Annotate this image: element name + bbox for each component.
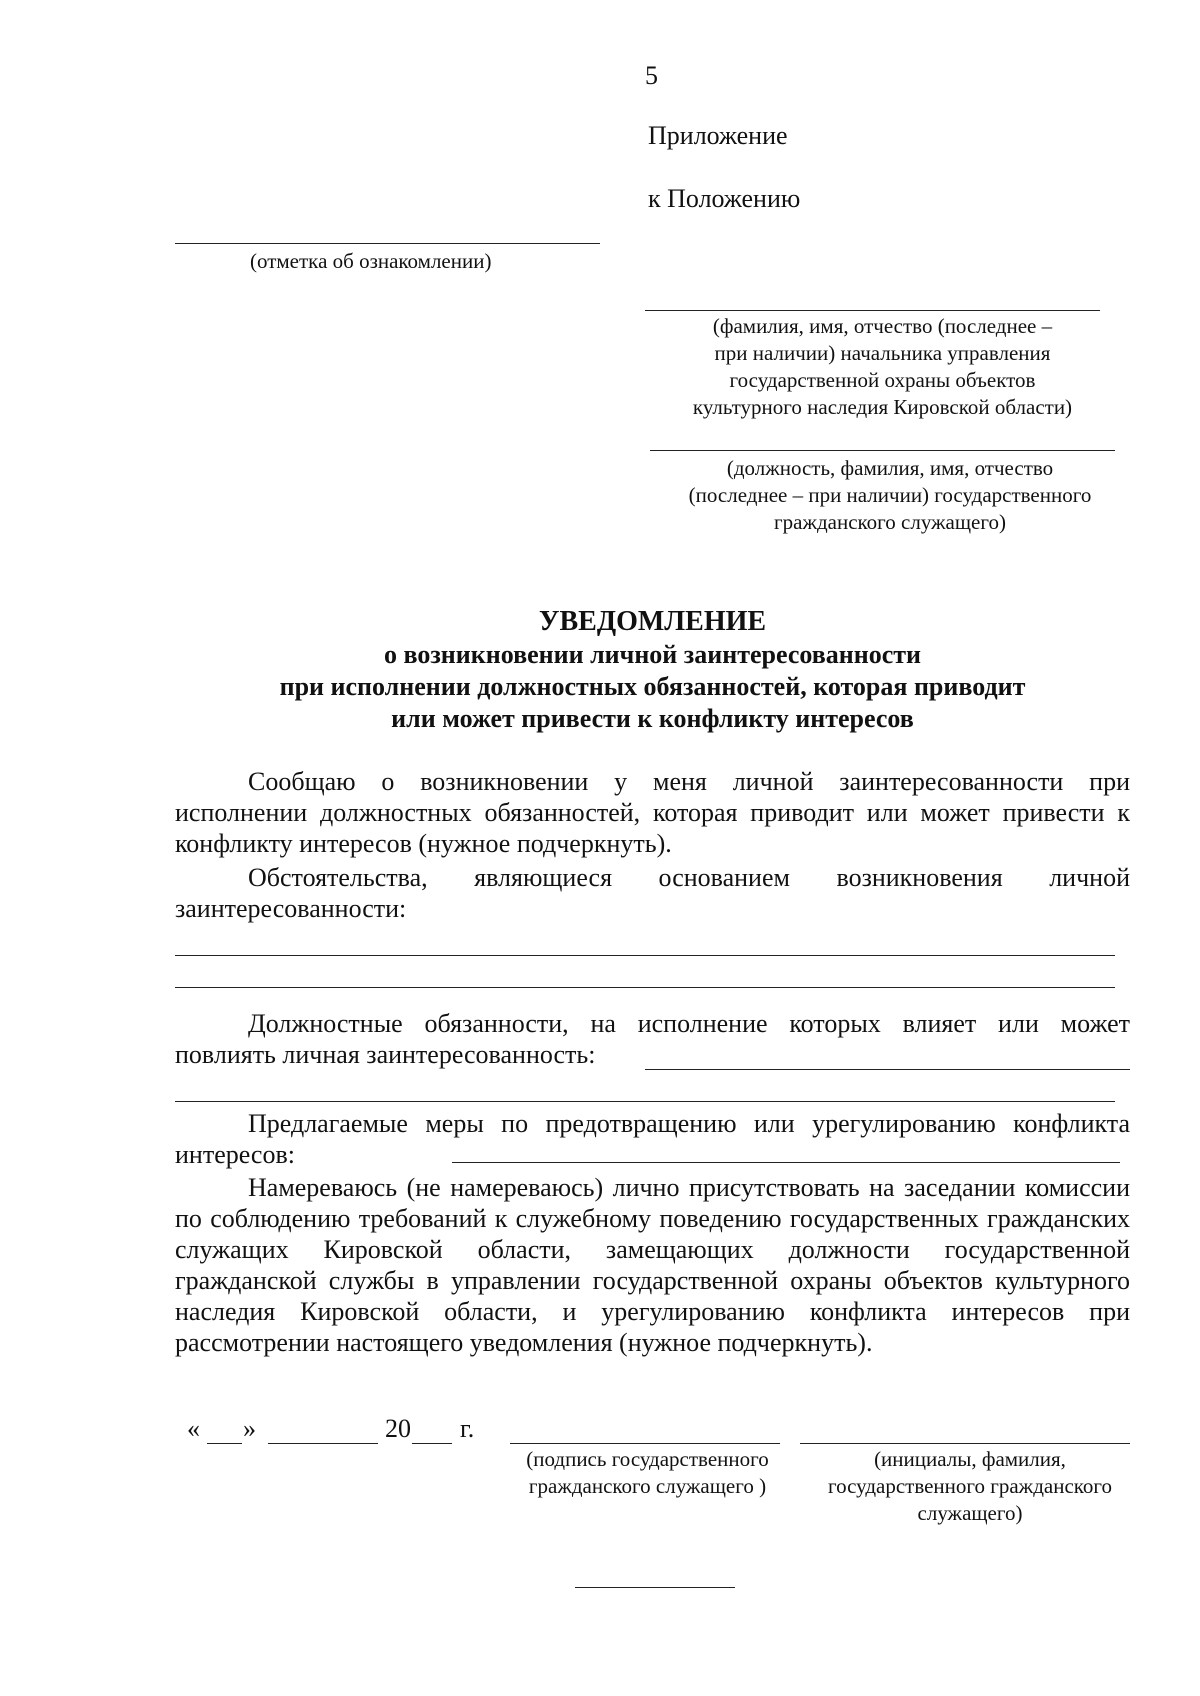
title-sub-2: при исполнении должностных обязанностей, которая приводит bbox=[279, 672, 1026, 701]
paragraph-circumstances: Обстоятельства, являющиеся основанием возникновения личной заинтересованности: bbox=[175, 863, 1130, 923]
name-caption: (инициалы, фамилия, государственного гражданского служащего) bbox=[827, 1447, 1112, 1525]
addressee-line bbox=[645, 310, 1100, 311]
date-open-quote: « bbox=[187, 1414, 200, 1443]
sender-caption: (должность, фамилия, имя, отчество (последнее – при наличии) государственного гражданского служащего) bbox=[688, 456, 1092, 534]
title-sub-3: или может привести к конфликту интересов bbox=[391, 704, 914, 733]
name-line bbox=[800, 1443, 1130, 1444]
title-sub-1: о возникновении личной заинтересованности bbox=[383, 640, 922, 669]
circumstances-line-2 bbox=[175, 987, 1115, 988]
acknowledgement-caption: (отметка об ознакомлении) bbox=[250, 249, 492, 273]
sender-line bbox=[650, 450, 1115, 451]
date-year-suffix: г. bbox=[460, 1414, 475, 1443]
date-year-prefix: 20 bbox=[385, 1414, 411, 1443]
title-main: УВЕДОМЛЕНИЕ bbox=[538, 606, 767, 637]
duties-line-2 bbox=[175, 1101, 1115, 1102]
paragraph-intention: Намереваюсь (не намереваюсь) лично присутствовать на заседании комиссии по соблюдению требований к служебному поведению государственных гражданских служащих Кировской области, замещающих должности государственной гражданской службы в управлении государственной охраны объектов культурного наследия Кировской области, и урегулированию конфликта интересов при рассмотрении настоящего уведомления (нужное подчеркнуть). bbox=[175, 1173, 1130, 1357]
signature-line bbox=[510, 1443, 780, 1444]
paragraph-notification: Сообщаю о возникновении у меня личной заинтересованности при исполнении должностных обязанностей, которая приводит или может привести к конфликту интересов (нужное подчеркнуть). bbox=[175, 767, 1130, 858]
measures-fill-line bbox=[452, 1162, 1120, 1163]
date-year-line bbox=[412, 1443, 452, 1444]
addressee-caption: (фамилия, имя, отчество (последнее – при наличии) начальника управления государственной охраны объектов культурного наследия Кировской области) bbox=[692, 314, 1073, 419]
date-month-line bbox=[268, 1443, 378, 1444]
page-number: 5 bbox=[645, 61, 658, 90]
appendix-label: Приложение bbox=[648, 121, 788, 150]
end-separator bbox=[575, 1587, 735, 1588]
appendix-ref: к Положению bbox=[648, 184, 801, 213]
duties-fill-line bbox=[645, 1069, 1130, 1070]
circumstances-line-1 bbox=[175, 955, 1115, 956]
date-day-line bbox=[207, 1443, 242, 1444]
date-close-quote: » bbox=[243, 1414, 256, 1443]
paragraph-duties: Должностные обязанности, на исполнение которых влияет или может повлиять личная заинтересованность: bbox=[175, 1009, 1130, 1069]
document-title bbox=[175, 605, 1130, 735]
signature-caption: (подпись государственного гражданского служащего ) bbox=[526, 1447, 769, 1498]
acknowledgement-line bbox=[175, 243, 600, 244]
paragraph-measures: Предлагаемые меры по предотвращению или урегулированию конфликта интересов: bbox=[175, 1109, 1130, 1169]
